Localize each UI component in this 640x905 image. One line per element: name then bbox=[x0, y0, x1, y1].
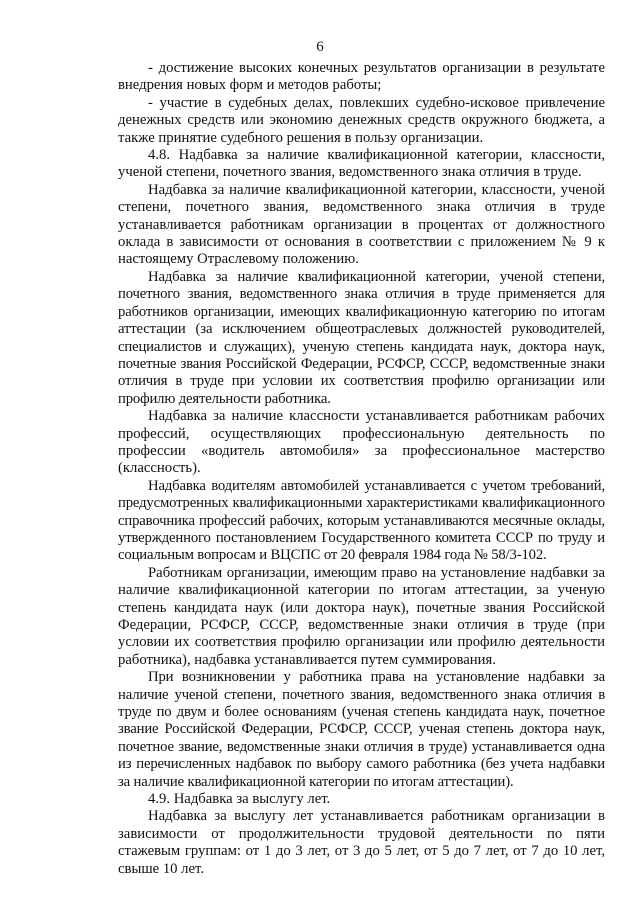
body-paragraph: Надбавка за наличие классности устанавливается работникам рабочих профессий, осуществляющих профессиональную деятельность по профессии «водитель автомобиля» за профессиональное мастерство (классность). bbox=[118, 408, 605, 477]
body-paragraph: Надбавка за наличие квалификационной категории, ученой степени, почетного звания, ведомственного знака отличия в труде применяется для работников организации, имеющих квалификационную категорию по итогам аттестации (за исключением общеотраслевых должностей руководителей, специалистов и служащих), ученую степень кандидата наук, доктора наук, почетные звания Российской Федерации, РСФСР, СССР, ведомственные знаки отличия в труде при условии их соответствия профилю организации или профилю деятельности работника. bbox=[118, 268, 605, 407]
bullet-paragraph: - достижение высоких конечных результатов организации в результате внедрения новых форм и методов работы; bbox=[118, 60, 605, 94]
bullet-paragraph: - участие в судебных делах, повлекших судебно-исковое привлечение денежных средств или экономию денежных средств окружного бюджета, а также принятие судебного решения в пользу организации. bbox=[118, 94, 605, 146]
body-paragraph: Надбавка за выслугу лет устанавливается работникам организации в зависимости от продолжительности трудовой деятельности по пяти стажевым группам: от 1 до 3 лет, от 3 до 5 лет, от 5 до 7 лет, от 7 до 10 лет, свыше 10 лет. bbox=[118, 808, 605, 877]
document-body bbox=[118, 60, 605, 878]
body-paragraph: Надбавка водителям автомобилей устанавливается с учетом требований, предусмотренных квалификационными характеристиками квалификационного справочника профессий рабочих, которым устанавливаются месячные оклады, утвержденного постановлением Государственного комитета СССР по труду и социальным вопросам и ВЦСПС от 20 февраля 1984 года № 58/3-102. bbox=[118, 477, 605, 564]
body-paragraph: Надбавка за наличие квалификационной категории, классности, ученой степени, почетного звания, ведомственного знака отличия в труде устанавливается работникам организации в процентах от должностного оклада в зависимости от основания в соответствии с приложением № 9 к настоящему Отраслевому положению. bbox=[118, 181, 605, 268]
body-paragraph: При возникновении у работника права на установление надбавки за наличие ученой степени, почетного звания, ведомственного знака отличия в труде по двум и более основаниям (ученая степень кандидата наук, почетное звание Российской Федерации, РСФСР, СССР, ученая степень доктора наук, почетное звание, ведомственные знаки отличия в труде) устанавливается одна из перечисленных надбавок по выбору самого работника (без учета надбавки за наличие квалификационной категории по итогам аттестации). bbox=[118, 669, 605, 790]
body-paragraph: Работникам организации, имеющим право на установление надбавки за наличие квалификационной категории по итогам аттестации, за ученую степень кандидата наук (или доктора наук), почетные звания Российской Федерации, РСФСР, СССР, ведомственные знаки отличия в труде (при условии их соответствия профилю организации или профилю деятельности работника), надбавка устанавливается путем суммирования. bbox=[118, 564, 605, 668]
section-heading: 4.9. Надбавка за выслугу лет. bbox=[148, 791, 331, 808]
section-heading: 4.8. Надбавка за наличие квалификационной категории, классности, ученой степени, почетного звания, ведомственного знака отличия в труде. bbox=[118, 147, 605, 181]
page-number: 6 bbox=[316, 39, 324, 55]
